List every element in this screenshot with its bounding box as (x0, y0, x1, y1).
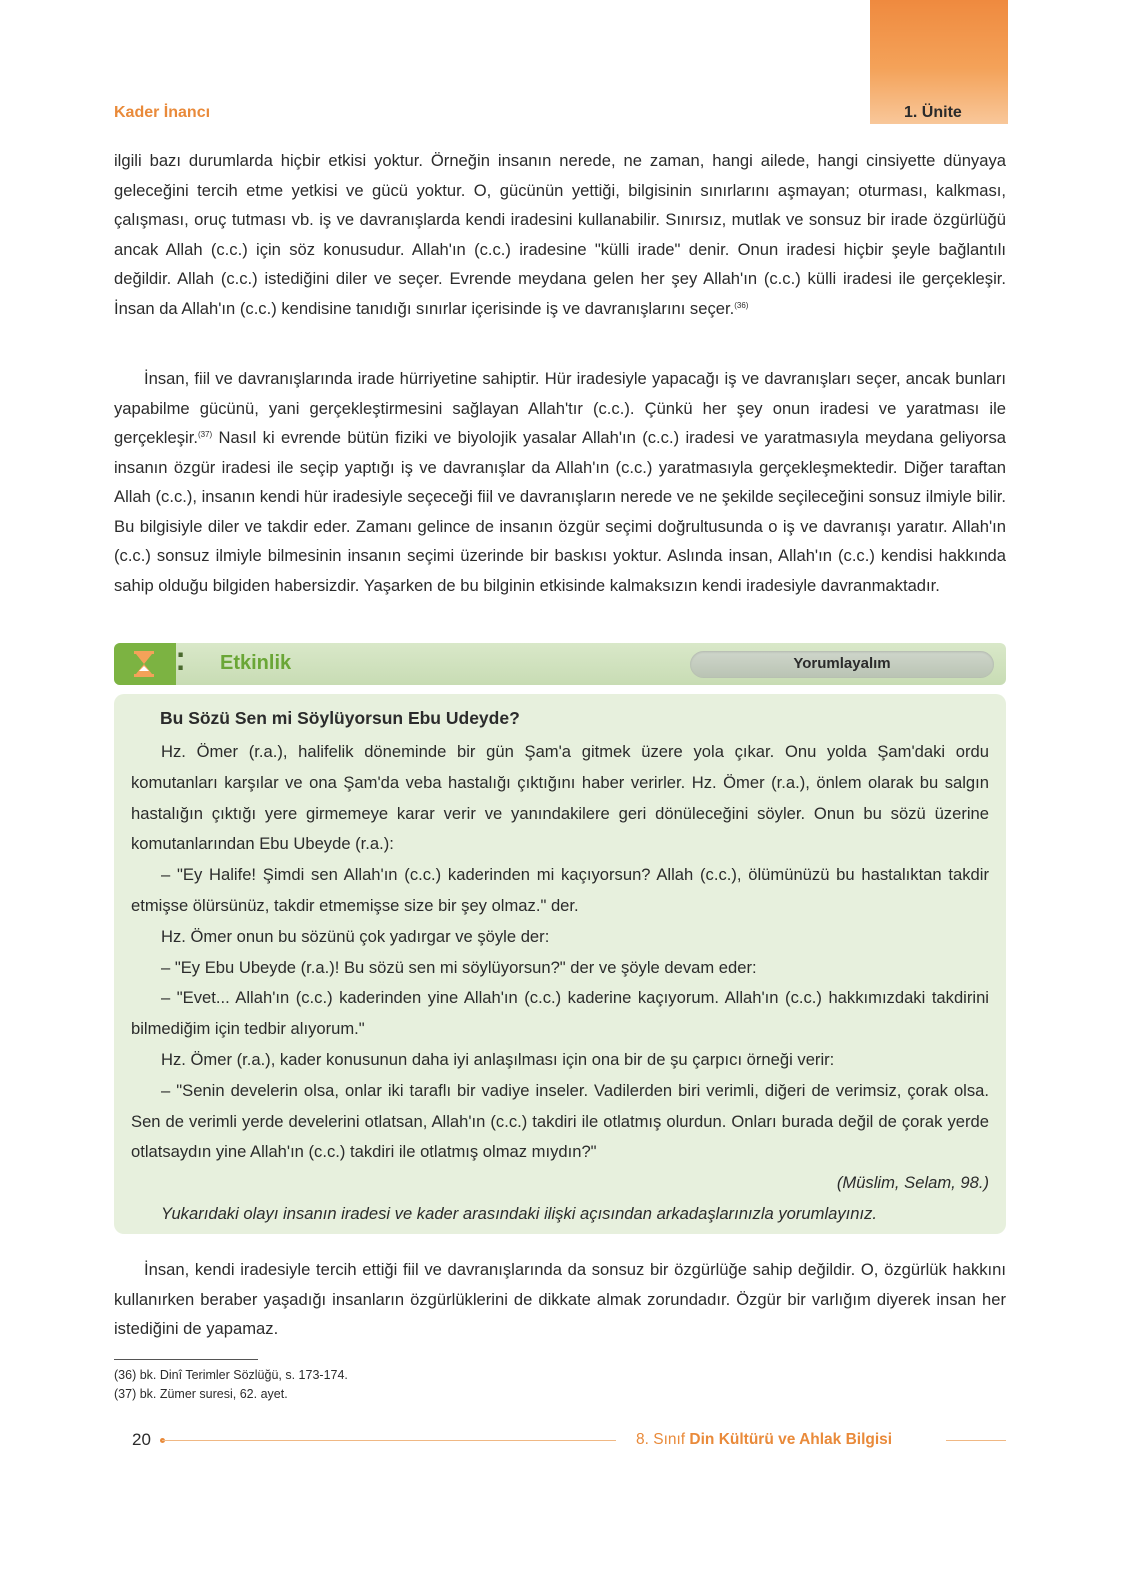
footnote-ref-36[interactable]: (36) (734, 300, 749, 310)
footer-book-name: Din Kültürü ve Ahlak Bilgisi (689, 1431, 893, 1448)
paragraph-2-text-a: İnsan, fiil ve davranışlarında irade hürriyetine sahiptir. Hür iradesiyle yapacağı iş ve davranışları seçer, ancak bunları yapabilme gücünü, yani gerçekleştirmesini sağlayan Allah'tır (c.c.). Çünkü her şey onun iradesi ve yaratması ile gerçekleşir. (114, 369, 1006, 447)
activity-type: Yorumlayalım (793, 655, 891, 672)
footnote-divider (114, 1359, 258, 1360)
story-line: – "Evet... Allah'ın (c.c.) kaderinden yine Allah'ın (c.c.) kaderine kaçıyorum. Allah'ın (c.c.) hakkımızdaki takdirini bilmediğim için tedbir alıyorum." (131, 988, 989, 1039)
paragraph-2-text-b: Nasıl ki evrende bütün fiziki ve biyolojik yasalar Allah'ın (c.c.) iradesi ve yaratmasıyla meydana geliyorsa insanın özgür iradesi ile seçip yaptığı iş ve davranışlar da Allah'ın (c.c.) yaratmasıyla gerçekleşmektedir. Diğer taraftan Allah (c.c.), insanın kendi hür iradesiyle seçeceği fiil ve davranışların nerede ve ne şekilde seçileceğini sonsuz ilmiyle bilir. Bu bilgisiyle diler ve takdir eder. Zamanı gelince de insanın özgür seçimi doğrultusunda o iş ve davranışı yaratır. Allah'ın (c.c.) sonsuz ilmiyle bilmesinin insanın seçimi üzerinde bir baskısı yoktur. Aslında insan, Allah'ın (c.c.) kendisi hakkında sahip olduğu bilgiden habersizdir. Yaşarken de bu bilginin etkisinde kalmaksızın kendi iradesiyle davranmaktadır. (114, 428, 1006, 595)
activity-label: Etkinlik (220, 652, 292, 674)
paragraph-1-text: ilgili bazı durumlarda hiçbir etkisi yoktur. Örneğin insanın nerede, ne zaman, hangi ailede, hangi cinsiyette dünyaya geleceğini tercih etme yetkisi ve gücü yoktur. O, gücünün yettiği, bilgisinin sınırlarını aşmayan; oturması, kalkması, çalışması, oruç tutması vb. iş ve davranışlarda kendi iradesini kullanabilir. Sınırsız, mutlak ve sonsuz bir irade özgürlüğü ancak Allah (c.c.) için söz konusudur. Allah'ın (c.c.) iradesine "külli irade" denir. Onun iradesi hiçbir şeyle bağlantılı değildir. Allah (c.c.) istediğini diler ve seçer. Evrende meydana gelen her şey Allah'ın (c.c.) külli iradesi ile gerçekleşir. İnsan da Allah'ın (c.c.) kendisine tanıdığı sınırlar içerisinde iş ve davranışlarını seçer. (114, 151, 1006, 318)
story-line: Hz. Ömer (r.a.), kader konusunun daha iyi anlaşılması için ona bir de şu çarpıcı örneği verir: (161, 1049, 835, 1069)
unit-label: 1. Ünite (904, 104, 962, 121)
story-line: – "Ey Halife! Şimdi sen Allah'ın (c.c.) kaderinden mi kaçıyorsun? Allah (c.c.), ölümünüzü bu hastalıktan takdir etmişse ölürsünüz, takdir etmemişse size bir şey olmaz." der. (131, 865, 989, 915)
footer-rule-left (162, 1440, 616, 1441)
footnote-37: (37) bk. Zümer suresi, 62. ayet. (114, 1387, 288, 1401)
story-title: Bu Sözü Sen mi Söylüyorsun Ebu Udeyde? (160, 708, 520, 728)
activity-colon-icon: ⁚ (176, 649, 186, 676)
paragraph-3: İnsan, kendi iradesiyle tercih ettiği fiil ve davranışlarında da sonsuz bir özgürlüğe sahip değildir. O, özgürlük hakkını kullanırken beraber yaşadığı insanların özgürlüklerini de dikkate almak zorundadır. Özgür bir varlığım diyerek insan her istediğini de yapamaz. (114, 1260, 1006, 1338)
paragraph-1 (114, 146, 1006, 323)
story-line: – "Senin develerin olsa, onlar iki taraflı bir vadiye inseler. Vadilerden biri verimli, diğeri de verimsiz, çorak olsa. Sen de verimli yerde develerini otlatsan, Allah'ın (c.c.) takdiri ile otlatmış olurdun. Onları burada değil de çorak yerde otlatsaydın yine Allah'ın (c.c.) takdiri ile otlatmış olmaz mıydın?" (131, 1080, 989, 1162)
footnotes (114, 1366, 348, 1404)
footer-book-title (636, 1431, 892, 1449)
paragraph-2 (114, 364, 1006, 600)
story-line: Hz. Ömer onun bu sözünü çok yadırgar ve şöyle der: (161, 926, 550, 946)
footer-book-prefix: 8. Sınıf (636, 1431, 690, 1448)
story-text (131, 737, 989, 1230)
activity-task: Yukarıdaki olayı insanın iradesi ve kader arasındaki ilişki açısından arkadaşlarınızla yorumlayınız. (161, 1203, 878, 1223)
story-source: (Müslim, Selam, 98.) (836, 1173, 989, 1193)
footnote-36: (36) bk. Dinî Terimler Sözlüğü, s. 173-174. (114, 1368, 348, 1382)
footnote-ref-37[interactable]: (37) (197, 430, 213, 439)
footer-rule-right (946, 1440, 1006, 1441)
story-line: Hz. Ömer (r.a.), halifelik döneminde bir gün Şam'a gitmek üzere yola çıkar. Onu yolda Şam'daki ordu komutanları karşılar ve ona Şam'da veba hastalığı çıktığını haber verirler. Hz. Ömer (r.a.), önlem olarak bu salgın hastalığın çıktığı yere girmemeye karar verir ve yanındakilere geri dönüleceğini söyler. Onun bu sözü üzerine komutanlarından Ebu Ubeyde (r.a.): (131, 742, 989, 854)
page-number: 20 (132, 1430, 151, 1449)
story-line: – "Ey Ebu Ubeyde (r.a.)! Bu sözü sen mi söylüyorsun?" der ve şöyle devam eder: (161, 957, 757, 977)
hourglass-icon (133, 651, 155, 677)
chapter-running-head: Kader İnancı (114, 104, 211, 121)
